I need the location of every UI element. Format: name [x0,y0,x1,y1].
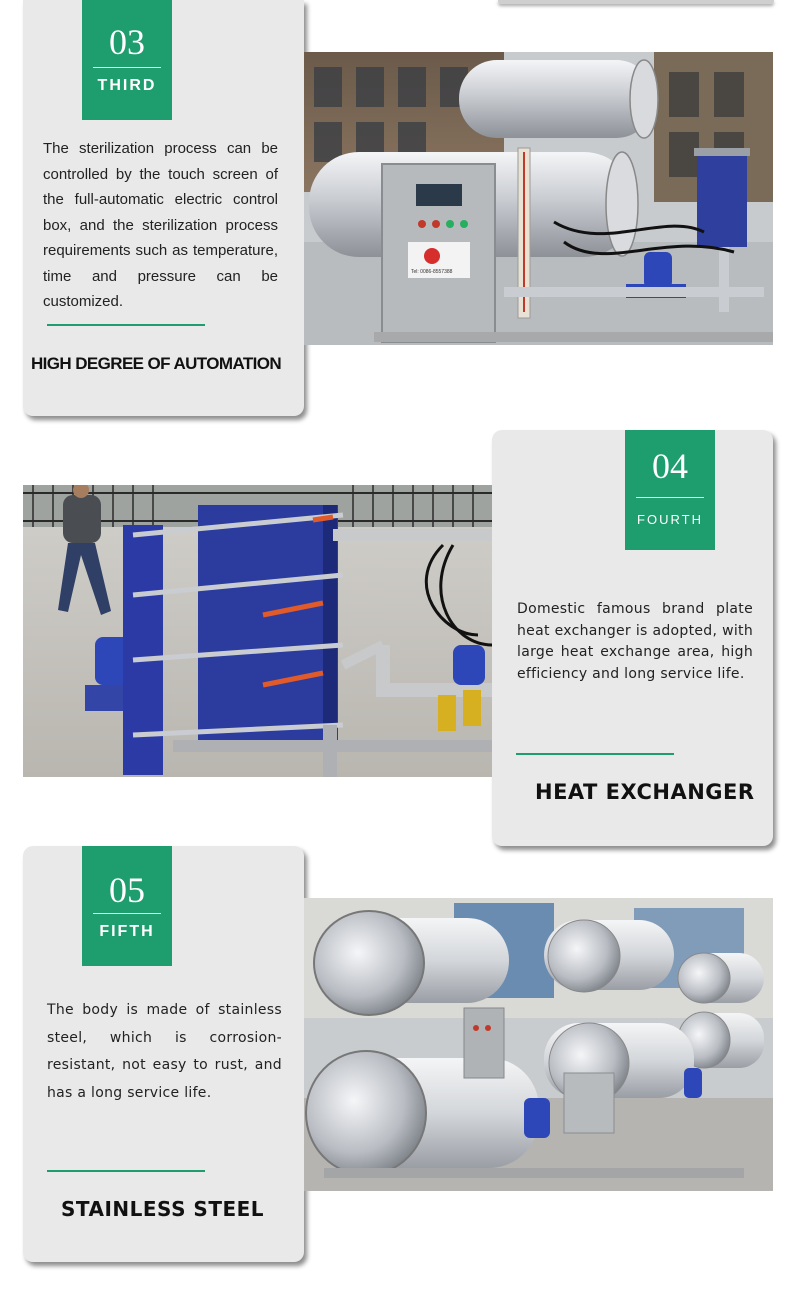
step-badge-05 [82,846,172,966]
control-box-label: Tel: 0086-8557388 [411,269,453,275]
badge-divider [93,67,161,68]
badge-divider [93,913,161,914]
feature-title: STAINLESS STEEL [61,1197,265,1221]
feature-card-04 [492,430,773,846]
step-badge-04 [625,430,715,550]
feature-title: HEAT EXCHANGER [535,780,755,804]
step-label: FOURTH [637,512,703,527]
feature-title: HIGH DEGREE OF AUTOMATION [31,354,282,373]
stainless-retorts-photo [304,898,773,1191]
feature-description: The body is made of stainless steel, which is corrosion-resistant, not easy to rust, and has a long service life. [47,1002,282,1101]
sterilizer-retort-photo [304,52,773,345]
step-number: 04 [652,446,688,486]
badge-divider [636,497,704,498]
feature-description: Domestic famous brand plate heat exchanger is adopted, with large heat exchange area, high efficiency and long service life. [517,601,753,682]
feature-description: The sterilization process can be controlled by the touch screen of the full-automatic electric control box, and the sterilization process requirements such as temperature, time and pressure can be customized. [43,140,278,310]
feature-card-05 [23,846,304,1262]
step-label: THIRD [97,77,157,94]
accent-divider [47,1170,205,1172]
plate-heat-exchanger-photo [23,485,492,777]
accent-divider [47,324,205,326]
step-number: 05 [109,870,145,910]
top-divider [498,0,774,4]
step-number: 03 [109,22,145,62]
step-label: FIFTH [99,923,155,940]
step-badge-03 [82,0,172,120]
feature-card-03 [23,0,304,416]
accent-divider [516,753,674,755]
